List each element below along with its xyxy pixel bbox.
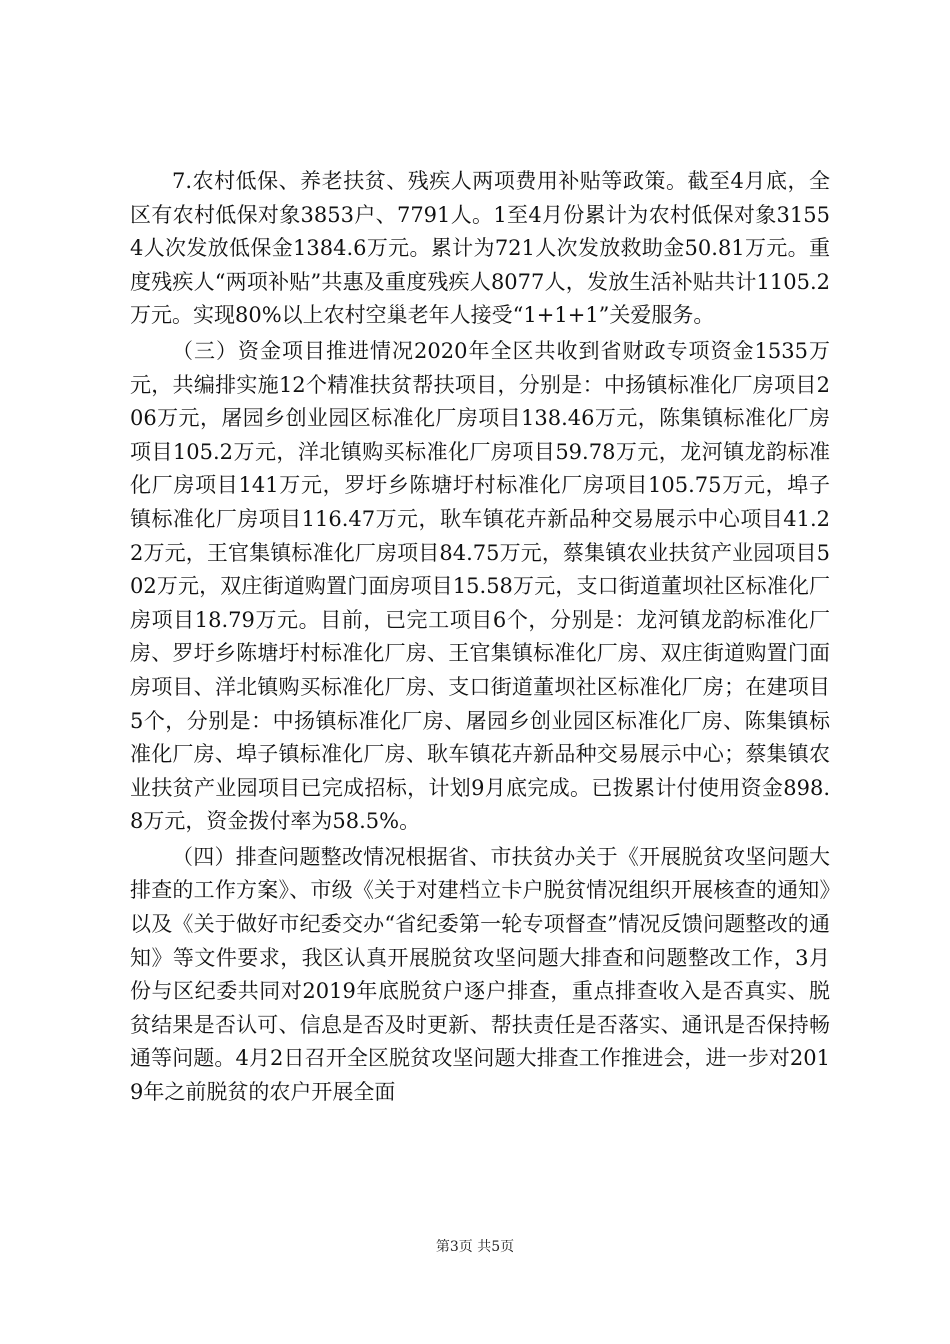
paragraph-rural-subsidy-policies: 7.农村低保、养老扶贫、残疾人两项费用补贴等政策。截至4月底，全区有农村低保对象3853户、7791人。1至4月份累计为农村低保对象31554人次发放低保金1384.6万元。累计为721人次发放救助金50.81万元。重度残疾人“两项补贴”共惠及重度残疾人8077人，发放生活补贴共计1105.2万元。实现80%以上农村空巢老年人接受“1+1+1”关爱服务。 (130, 169, 830, 328)
page-footer: 第3页 共5页 (435, 1239, 515, 1255)
paragraph-funding-projects: （三）资金项目推进情况2020年全区共收到省财政专项资金1535万元，共编排实施12个精准扶贫帮扶项目，分别是：中扬镇标准化厂房项目206万元，屠园乡创业园区标准化厂房项目138.46万元，陈集镇标准化厂房项目105.2万元，洋北镇购买标准化厂房项目59.78万元，龙河镇龙韵标准化厂房项目141万元，罗圩乡陈塘圩村标准化厂房项目105.75万元，埠子镇标准化厂房项目116.47万元，耿车镇花卉新品种交易展示中心项目41.22万元，王官集镇标准化厂房项目84.75万元，蔡集镇农业扶贫产业园项目502万元，双庄街道购置门面房项目15.58万元，支口街道董坝社区标准化厂房项目18.79万元。目前，已完工项目6个，分别是：龙河镇龙韵标准化厂房、罗圩乡陈塘圩村标准化厂房、王官集镇标准化厂房、双庄街道购置门面房项目、洋北镇购买标准化厂房、支口街道董坝社区标准化厂房；在建项目5个，分别是：中扬镇标准化厂房、屠园乡创业园区标准化厂房、陈集镇标准化厂房、埠子镇标准化厂房、耿车镇花卉新品种交易展示中心；蔡集镇农业扶贫产业园项目已完成招标，计划9月底完成。已拨累计付使用资金898.8万元，资金拨付率为58.5%。 (130, 338, 830, 834)
paragraph-problem-rectification: （四）排查问题整改情况根据省、市扶贫办关于《开展脱贫攻坚问题大排查的工作方案》、市级《关于对建档立卡户脱贫情况组织开展核查的通知》以及《关于做好市纪委交办“省纪委第一轮专项督查”情况反馈问题整改的通知》等文件要求，我区认真开展脱贫攻坚问题大排查和问题整改工作，3月份与区纪委共同对2019年底脱贫户逐户排查，重点排查收入是否真实、脱贫结果是否认可、信息是否及时更新、帮扶责任是否落实、通讯是否保持畅通等问题。4月2日召开全区脱贫攻坚问题大排查工作推进会，进一步对2019年之前脱贫的农户开展全面 (130, 844, 830, 1105)
document-body (130, 165, 830, 1112)
